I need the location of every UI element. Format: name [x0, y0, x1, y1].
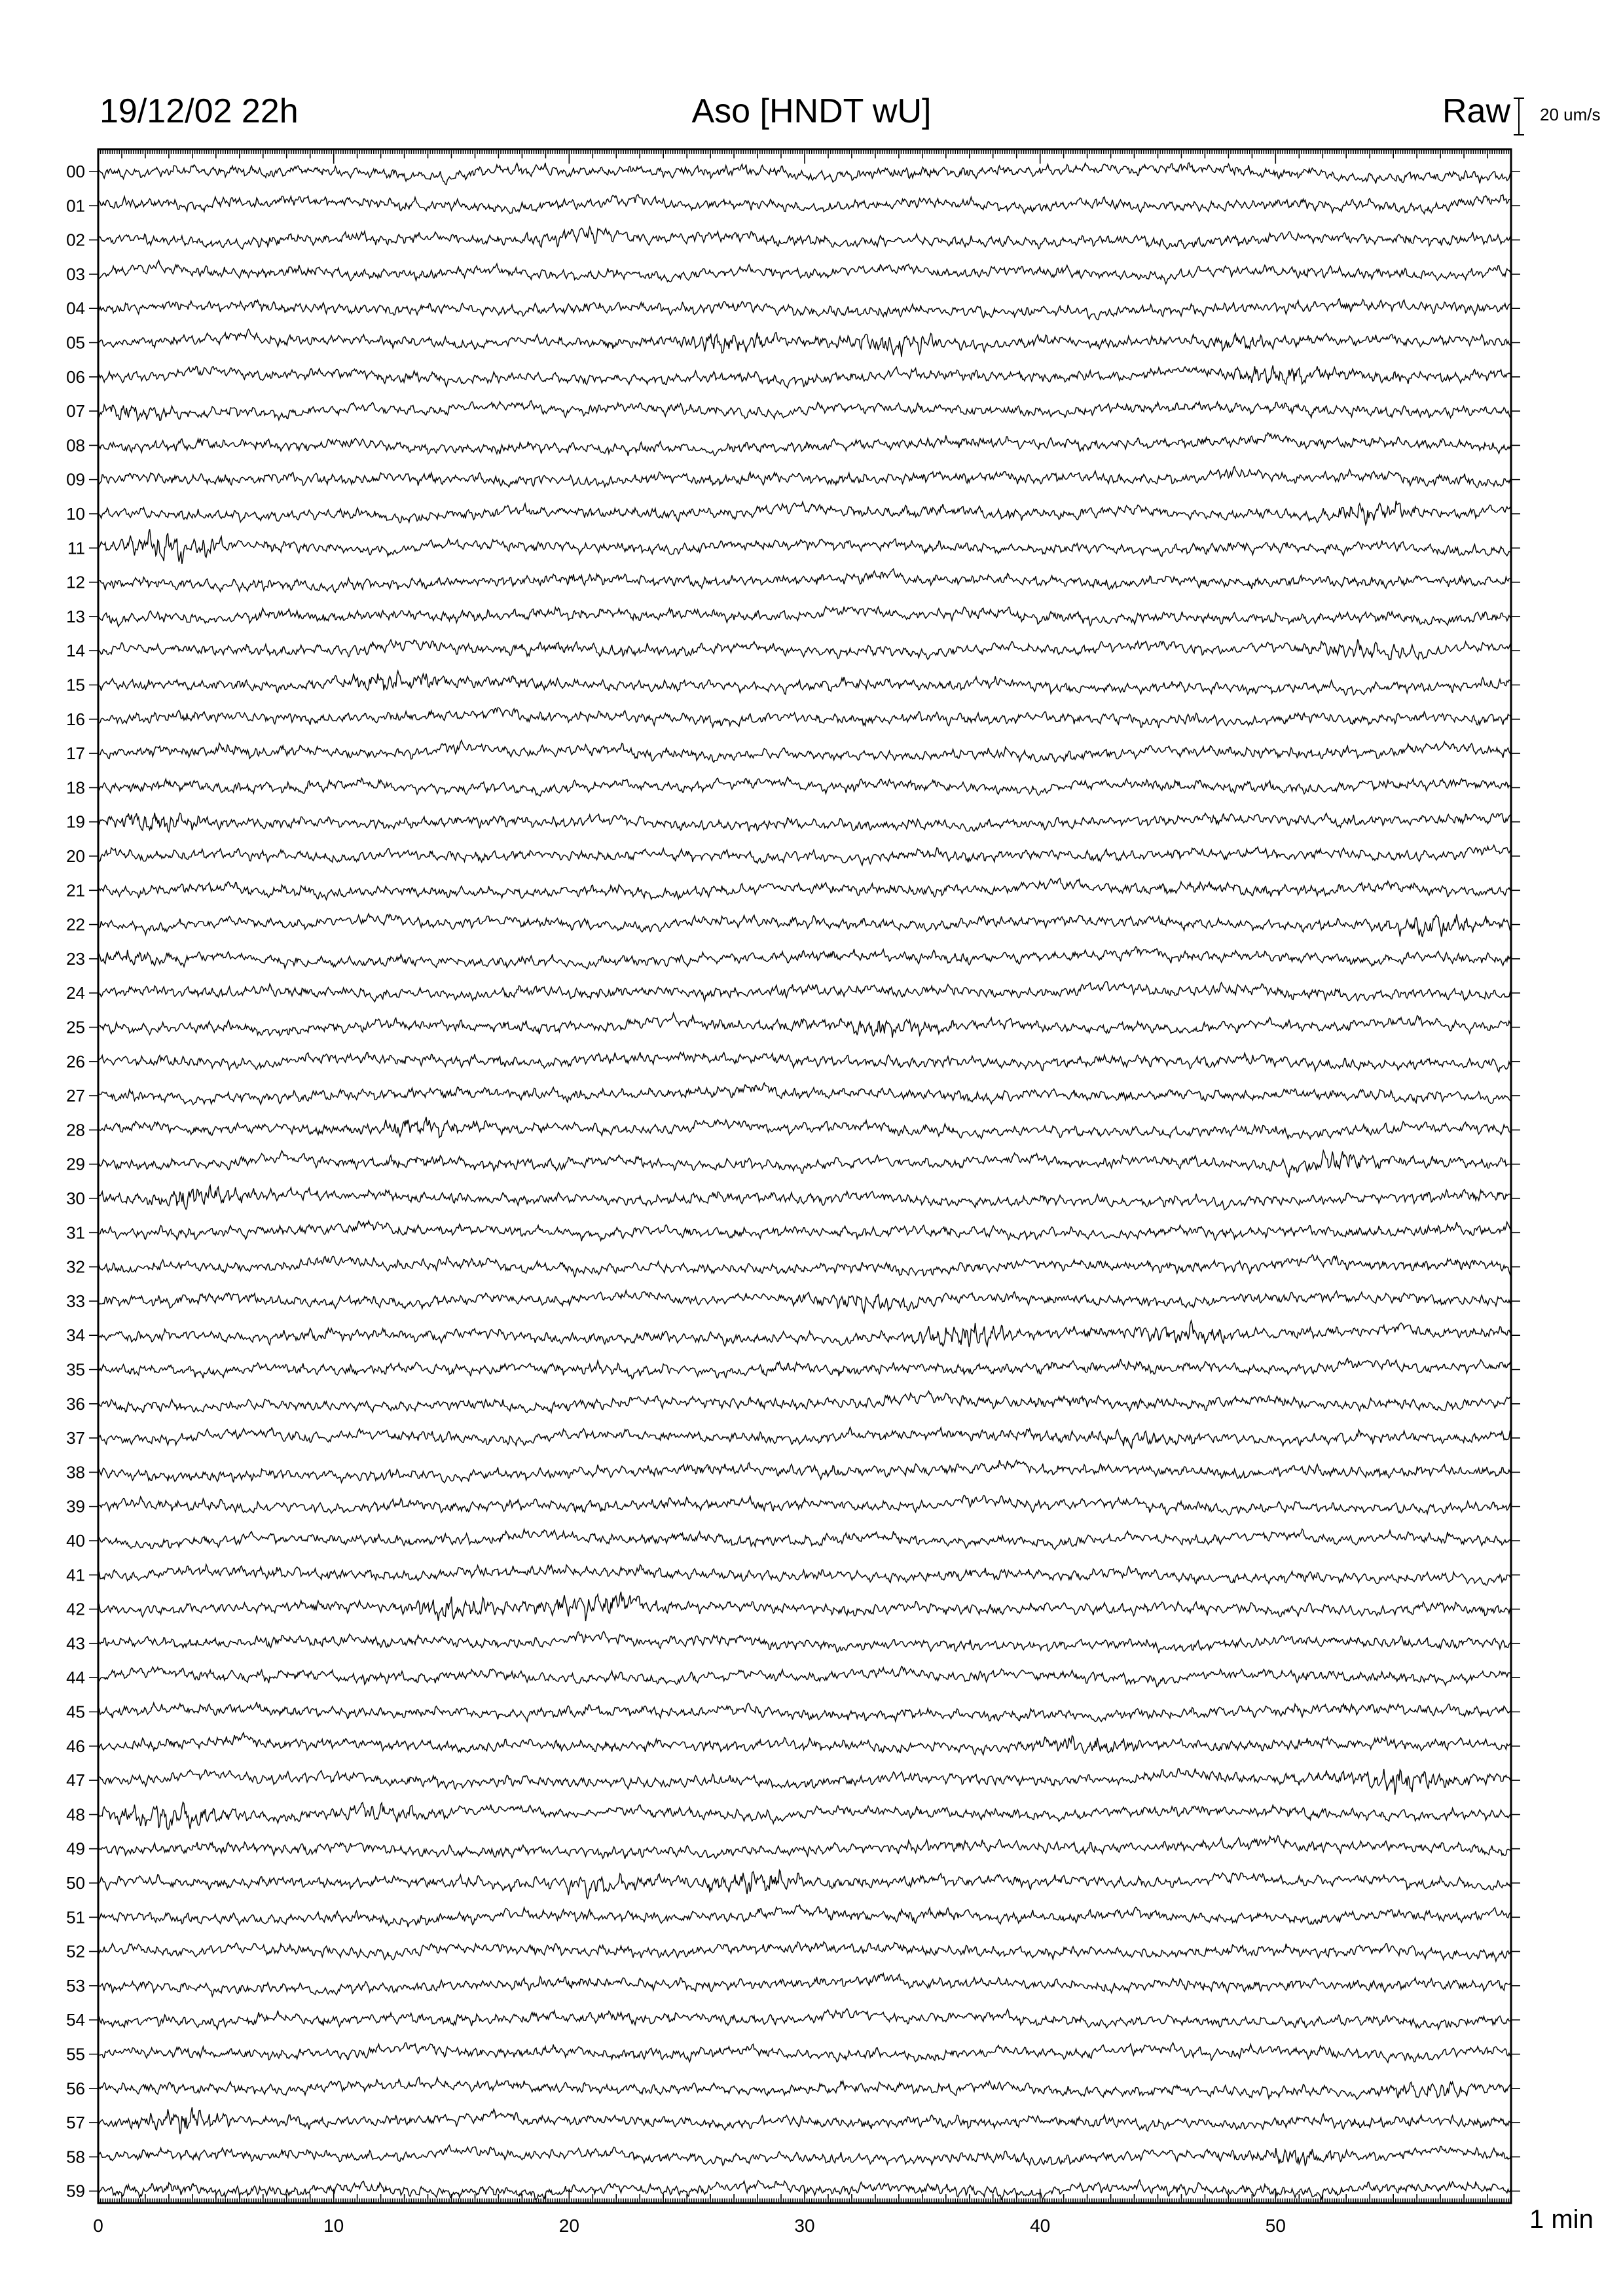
trace-row-06: [98, 365, 1511, 387]
row-label: 57: [66, 2113, 85, 2133]
trace-row-34: [98, 1321, 1511, 1347]
trace-row-46: [98, 1732, 1511, 1755]
row-label: 22: [66, 914, 85, 935]
trace-row-29: [98, 1151, 1511, 1177]
trace-row-49: [98, 1836, 1511, 1859]
trace-row-24: [98, 982, 1511, 1002]
row-label: 08: [66, 435, 85, 456]
chart-row-labels: [66, 162, 85, 2201]
row-label: 27: [66, 1086, 85, 1106]
row-label: 56: [66, 2078, 85, 2098]
row-label: 43: [66, 1633, 85, 1653]
trace-row-37: [98, 1427, 1511, 1448]
trace-row-08: [98, 433, 1511, 456]
trace-row-27: [98, 1083, 1511, 1105]
x-tick-label: 50: [1265, 2215, 1286, 2236]
row-label: 26: [66, 1051, 85, 1071]
header-datetime: 19/12/02 22h: [100, 92, 299, 130]
row-label: 35: [66, 1359, 85, 1380]
row-label: 48: [66, 1804, 85, 1825]
trace-row-00: [98, 163, 1511, 185]
row-label: 01: [66, 196, 85, 216]
trace-row-33: [98, 1291, 1511, 1313]
trace-row-41: [98, 1564, 1511, 1585]
trace-row-54: [98, 2009, 1511, 2029]
row-label: 29: [66, 1154, 85, 1174]
trace-row-25: [98, 1013, 1511, 1038]
row-label: 37: [66, 1428, 85, 1448]
row-label: 41: [66, 1565, 85, 1585]
row-label: 12: [66, 572, 85, 592]
trace-row-35: [98, 1358, 1511, 1379]
trace-row-55: [98, 2043, 1511, 2062]
row-label: 06: [66, 367, 85, 387]
row-label: 10: [66, 504, 85, 524]
trace-row-09: [98, 467, 1511, 488]
row-label: 38: [66, 1462, 85, 1482]
row-label: 55: [66, 2044, 85, 2064]
plot-frame: [98, 149, 1511, 2203]
row-label: 50: [66, 1873, 85, 1893]
trace-row-43: [98, 1632, 1511, 1653]
row-label: 58: [66, 2147, 85, 2167]
row-label: 32: [66, 1257, 85, 1277]
trace-row-58: [98, 2145, 1511, 2166]
trace-row-50: [98, 1870, 1511, 1898]
trace-row-01: [98, 194, 1511, 213]
trace-row-26: [98, 1052, 1511, 1072]
row-label: 44: [66, 1668, 85, 1688]
row-label: 04: [66, 298, 85, 319]
trace-row-21: [98, 878, 1511, 900]
trace-row-13: [98, 606, 1511, 626]
row-label: 59: [66, 2181, 85, 2201]
row-label: 52: [66, 1941, 85, 1962]
trace-row-17: [98, 740, 1511, 762]
trace-row-23: [98, 947, 1511, 969]
row-label: 49: [66, 1839, 85, 1859]
row-label: 47: [66, 1770, 85, 1791]
x-tick-label: 20: [558, 2215, 579, 2236]
row-tick-marks: [89, 171, 1520, 2191]
row-label: 07: [66, 401, 85, 422]
x-unit-label: 1 min: [1529, 2205, 1594, 2234]
row-label: 05: [66, 332, 85, 353]
trace-row-11: [98, 529, 1511, 564]
chart-x-labels: [93, 2215, 1286, 2236]
row-label: 54: [66, 2010, 85, 2030]
header-mode: Raw: [1442, 92, 1510, 130]
trace-row-16: [98, 708, 1511, 728]
row-label: 00: [66, 162, 85, 181]
row-label: 30: [66, 1189, 85, 1208]
row-label: 15: [66, 675, 85, 695]
trace-row-47: [98, 1768, 1511, 1795]
x-tick-label: 40: [1030, 2215, 1051, 2236]
trace-row-36: [98, 1391, 1511, 1412]
chart-ticks: [89, 149, 1520, 2203]
trace-row-19: [98, 813, 1511, 833]
row-label: 45: [66, 1702, 85, 1722]
row-label: 13: [66, 606, 85, 626]
amplitude-scale-label: 20 um/s: [1540, 105, 1601, 124]
trace-row-07: [98, 401, 1511, 421]
trace-row-51: [98, 1905, 1511, 1927]
trace-row-57: [98, 2108, 1511, 2134]
trace-row-32: [98, 1255, 1511, 1276]
row-label: 42: [66, 1599, 85, 1619]
row-label: 17: [66, 744, 85, 764]
row-label: 21: [66, 880, 85, 901]
row-label: 40: [66, 1531, 85, 1551]
row-label: 53: [66, 1975, 85, 1996]
trace-row-04: [98, 298, 1511, 319]
trace-row-22: [98, 914, 1511, 937]
trace-row-03: [98, 260, 1511, 284]
chart-traces: [98, 163, 1511, 2200]
row-label: 14: [66, 641, 85, 661]
trace-row-05: [98, 329, 1511, 357]
row-label: 28: [66, 1120, 85, 1140]
trace-row-02: [98, 227, 1511, 249]
row-label: 02: [66, 230, 85, 250]
trace-row-31: [98, 1221, 1511, 1241]
x-tick-label: 10: [323, 2215, 344, 2236]
row-label: 23: [66, 948, 85, 969]
row-label: 51: [66, 1907, 85, 1928]
trace-row-30: [98, 1185, 1511, 1210]
trace-row-10: [98, 501, 1511, 524]
trace-row-45: [98, 1702, 1511, 1721]
x-tick-label: 30: [794, 2215, 815, 2236]
trace-row-20: [98, 845, 1511, 865]
trace-row-38: [98, 1460, 1511, 1483]
row-label: 31: [66, 1223, 85, 1243]
trace-row-14: [98, 639, 1511, 660]
row-label: 39: [66, 1496, 85, 1516]
trace-row-48: [98, 1803, 1511, 1830]
trace-row-42: [98, 1592, 1511, 1621]
trace-row-12: [98, 569, 1511, 592]
trace-row-44: [98, 1666, 1511, 1687]
trace-row-28: [98, 1117, 1511, 1139]
row-label: 11: [67, 538, 85, 558]
row-label: 03: [66, 264, 85, 284]
row-label: 34: [66, 1325, 85, 1346]
x-tick-label: 0: [93, 2215, 103, 2236]
trace-row-39: [98, 1496, 1511, 1515]
trace-row-56: [98, 2077, 1511, 2100]
row-label: 46: [66, 1736, 85, 1756]
row-label: 19: [66, 812, 85, 832]
chart-title: Aso [HNDT wU]: [691, 92, 932, 130]
row-label: 09: [66, 469, 85, 490]
row-label: 18: [66, 778, 85, 798]
row-label: 24: [66, 983, 85, 1003]
trace-row-40: [98, 1529, 1511, 1549]
trace-row-52: [98, 1942, 1511, 1962]
x-tick-marks: [98, 149, 1511, 2203]
row-label: 16: [66, 709, 85, 729]
row-label: 25: [66, 1017, 85, 1037]
row-label: 20: [66, 846, 85, 866]
trace-row-18: [98, 777, 1511, 796]
row-label: 36: [66, 1393, 85, 1414]
trace-row-15: [98, 671, 1511, 695]
trace-row-53: [98, 1973, 1511, 1996]
row-label: 33: [66, 1291, 85, 1311]
